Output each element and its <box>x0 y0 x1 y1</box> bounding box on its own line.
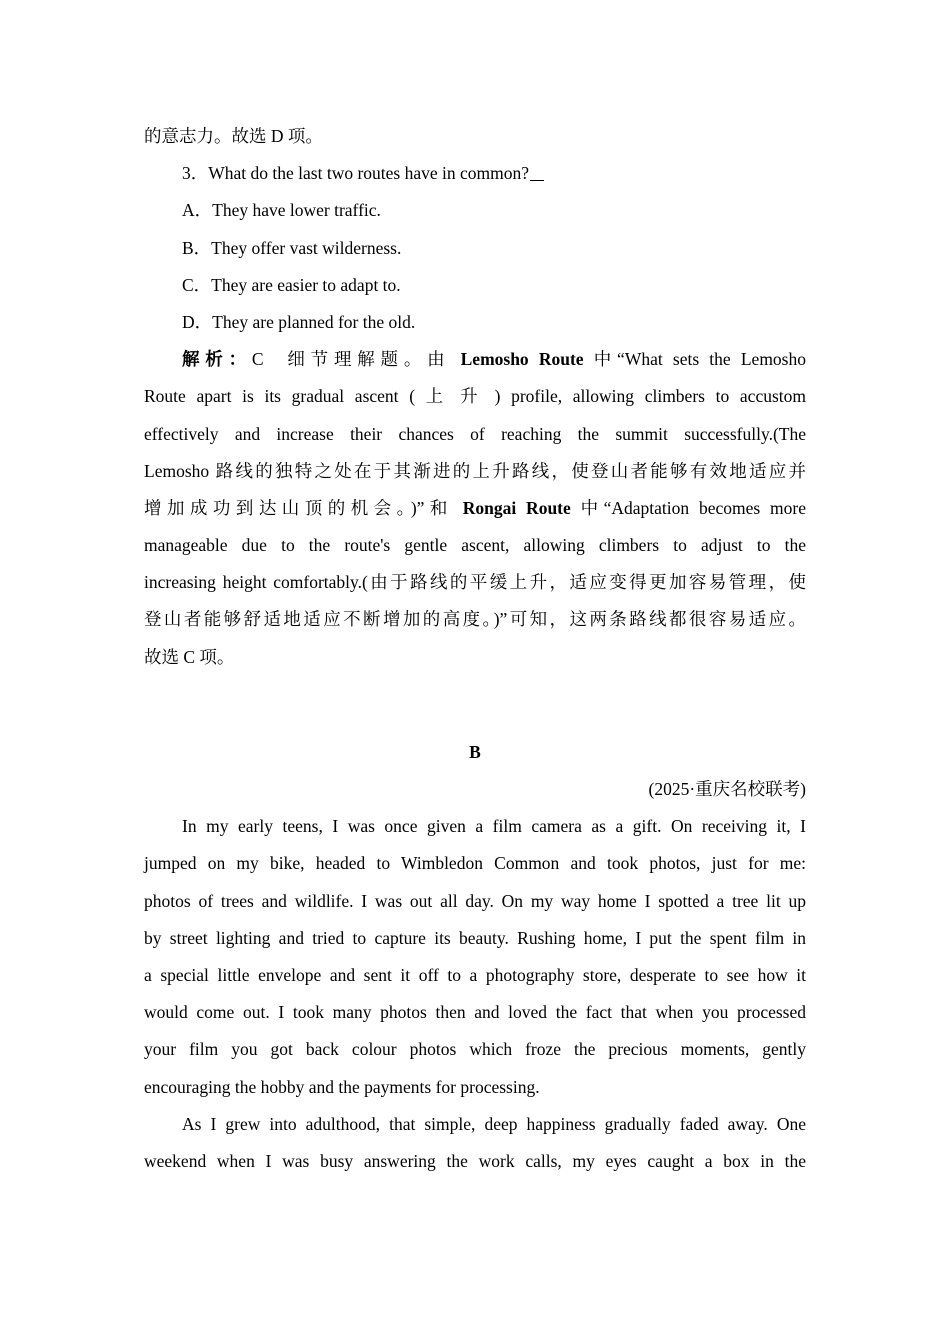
option-d: D．They are planned for the old. <box>182 311 416 332</box>
analysis-line-2: Route apart is its gradual ascent ( 上 升 ) profile, allowing climbers to accustom <box>144 386 806 407</box>
p1-line-5: a special little envelope and sent it off to a photography store, desperate to see how it <box>144 964 806 985</box>
route-name-rongai: Rongai Route <box>462 497 571 518</box>
analysis-line-3: effectively and increase their chances of reaching the summit successfully.(The <box>144 423 806 444</box>
analysis-l5-head: 增加成功到达山顶的机会。)”和 <box>144 497 453 518</box>
p1-line-4: by street lighting and tried to capture its beauty. Rushing home, I put the spent film in <box>144 927 806 948</box>
option-a: A．They have lower traffic. <box>182 200 381 221</box>
analysis-line-1 <box>144 341 806 378</box>
document-page <box>144 118 806 1180</box>
p2-line-1: As I grew into adulthood, that simple, deep happiness gradually faded away. One <box>182 1113 806 1134</box>
analysis-answer: C <box>251 349 264 370</box>
passage-heading-text: B <box>469 741 481 762</box>
analysis-type: 细节理解题。由 <box>281 349 451 370</box>
answer-blank <box>530 162 544 181</box>
analysis-line-5 <box>144 490 806 527</box>
passage-source: (2025·重庆名校联考) <box>648 779 806 799</box>
section-gap <box>144 676 806 734</box>
analysis-l5-tail: 中“Adaptation becomes more <box>580 497 806 518</box>
analysis-label: 解析： <box>182 349 252 370</box>
analysis-line-4: Lemosho 路线的独特之处在于其渐进的上升路线，使登山者能够有效地适应并 <box>144 460 806 481</box>
route-name-lemosho: Lemosho Route <box>460 349 584 370</box>
option-b: B．They offer vast wilderness. <box>182 237 402 258</box>
analysis-line-8: 登山者能够舒适地适应不断增加的高度。)”可知，这两条路线都很容易适应。 <box>144 609 806 630</box>
analysis-line-7: increasing height comfortably.(由于路线的平缓上升，适应变得更加容易管理，使 <box>144 572 806 593</box>
p1-line-8: encouraging the hobby and the payments for processing. <box>144 1076 540 1097</box>
option-c: C．They are easier to adapt to. <box>182 274 401 295</box>
analysis-line-6: manageable due to the route's gentle ascent, allowing climbers to adjust to the <box>144 535 806 556</box>
analysis-l1-tail: 中“What sets the Lemosho <box>593 349 806 370</box>
p2-line-2: weekend when I was busy answering the work calls, my eyes caught a box in the <box>144 1150 806 1171</box>
prev-analysis-tail: 的意志力。故选 D 项。 <box>144 126 323 146</box>
p1-line-1: In my early teens, I was once given a film camera as a gift. On receiving it, I <box>182 816 806 837</box>
p1-line-7: your film you got back colour photos which froze the precious moments, gently <box>144 1039 806 1060</box>
question-stem-text: 3．What do the last two routes have in common? <box>182 163 530 184</box>
p1-line-6: would come out. I took many photos then and loved the fact that when you processed <box>144 1002 806 1023</box>
p1-line-3: photos of trees and wildlife. I was out all day. On my way home I spotted a tree lit up <box>144 890 806 911</box>
question-stem <box>144 155 806 192</box>
analysis-line-9: 故选 C 项。 <box>144 646 235 667</box>
passage-heading <box>144 734 806 771</box>
p1-line-2: jumped on my bike, headed to Wimbledon Common and took photos, just for me: <box>144 853 806 874</box>
